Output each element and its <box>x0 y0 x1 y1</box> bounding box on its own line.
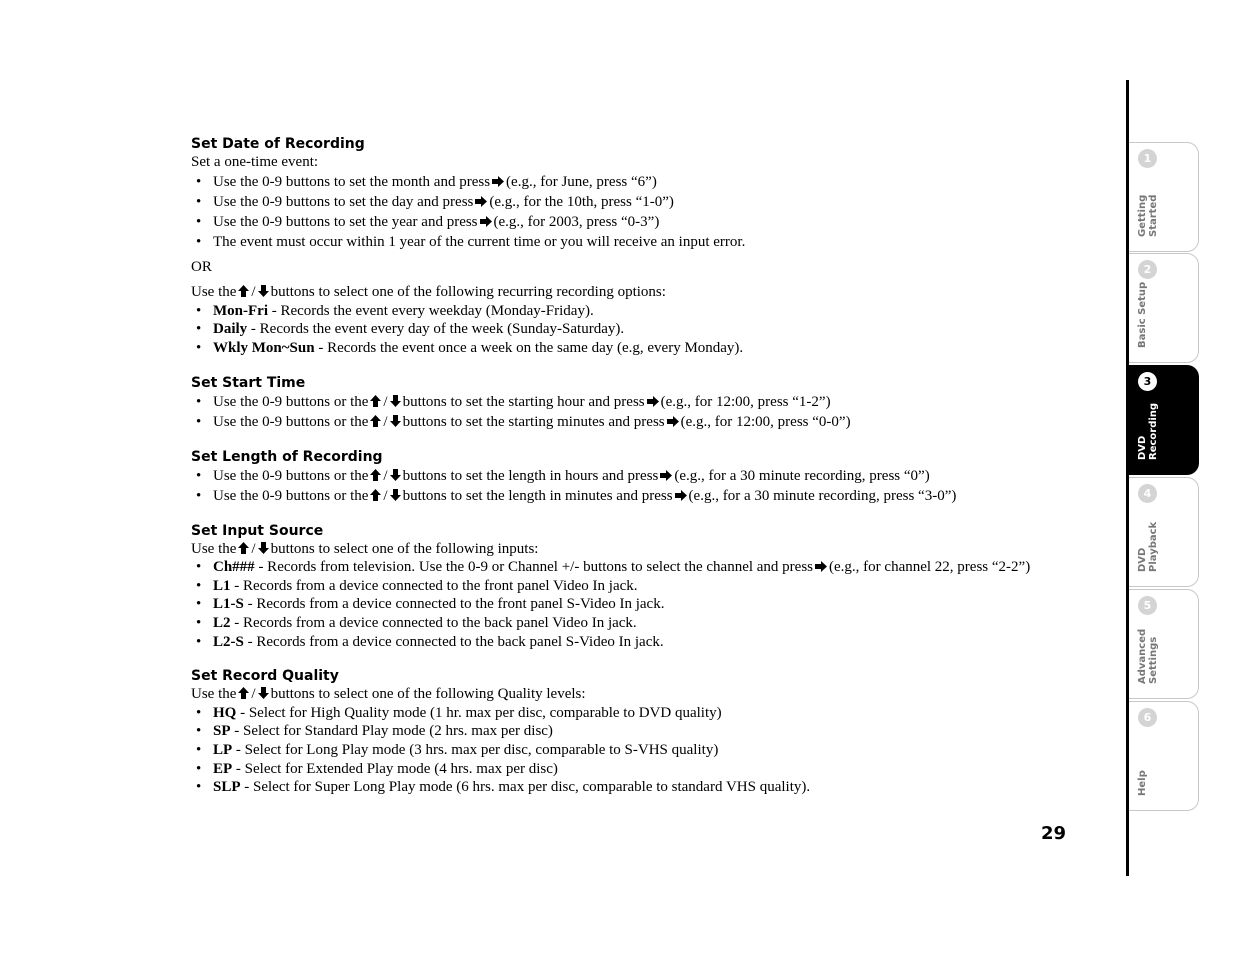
down-arrow-icon <box>258 687 269 699</box>
right-arrow-icon <box>815 561 827 572</box>
down-arrow-icon <box>390 469 401 481</box>
right-arrow-icon <box>475 196 487 207</box>
up-arrow-icon <box>370 415 381 427</box>
tab-help[interactable] <box>1129 701 1199 811</box>
tab-basic-setup[interactable] <box>1129 253 1199 363</box>
instruction-text: Use the / buttons to select one of the following recurring recording options: <box>191 284 666 301</box>
tab-dvd-playback[interactable] <box>1129 477 1199 587</box>
list-item: • LP - Select for Long Play mode (3 hrs. max per disc, comparable to S-VHS quality) <box>191 741 1091 760</box>
down-arrow-icon <box>258 285 269 297</box>
list-item: • Use the 0-9 buttons or the / buttons to set the length in hours and press (e.g., for a 30 minute recording, press “0”) <box>191 466 1091 486</box>
section-record-quality <box>191 667 1091 797</box>
right-arrow-icon <box>480 216 492 227</box>
up-arrow-icon <box>238 285 249 297</box>
list-item: • L2 - Records from a device connected to the back panel Video In jack. <box>191 614 1091 633</box>
tab-advanced-settings[interactable] <box>1129 589 1199 699</box>
intro-text: Set a one-time event: <box>191 154 319 170</box>
up-arrow-icon <box>370 489 381 501</box>
tab-label: Basic Setup <box>1137 281 1148 348</box>
list-item: • Ch### - Records from television. Use the 0-9 or Channel +/- buttons to select the channel and press (e.g., for channel 22, press “2-2”) <box>191 558 1091 577</box>
section-length <box>191 448 1091 506</box>
list-item: • The event must occur within 1 year of the current time or you will receive an input error. <box>191 232 1091 252</box>
section-start-time <box>191 374 1091 432</box>
down-arrow-icon <box>258 542 269 554</box>
page-content <box>191 135 1091 813</box>
list-item: • SP - Select for Standard Play mode (2 hrs. max per disc) <box>191 722 1091 741</box>
right-arrow-icon <box>492 176 504 187</box>
section-title: Set Start Time <box>191 374 306 391</box>
section-date <box>191 135 1091 358</box>
tab-number-badge: 4 <box>1138 484 1157 503</box>
list-item: • HQ - Select for High Quality mode (1 hr. max per disc, comparable to DVD quality) <box>191 704 1091 723</box>
list-item: • SLP - Select for Super Long Play mode (6 hrs. max per disc, comparable to standard VHS quality). <box>191 778 1091 797</box>
tab-getting-started[interactable] <box>1129 142 1199 252</box>
section-input-source <box>191 522 1091 652</box>
bullet-list <box>191 558 1091 651</box>
instruction-text: Use the / buttons to select one of the following Quality levels: <box>191 686 586 703</box>
section-title: Set Record Quality <box>191 668 339 685</box>
bullet-list <box>191 466 1091 506</box>
down-arrow-icon <box>390 415 401 427</box>
list-item: • Use the 0-9 buttons to set the year and press (e.g., for 2003, press “0-3”) <box>191 212 1091 232</box>
list-item: • L2-S - Records from a device connected to the back panel S-Video In jack. <box>191 633 1091 652</box>
right-arrow-icon <box>660 470 672 481</box>
down-arrow-icon <box>390 489 401 501</box>
list-item: • Use the 0-9 buttons or the / buttons to set the length in minutes and press (e.g., for a 30 minute recording, press “3-0”) <box>191 486 1091 506</box>
bullet-list <box>191 704 1091 797</box>
list-item: • Use the 0-9 buttons to set the month and press (e.g., for June, press “6”) <box>191 172 1091 192</box>
list-item: • Wkly Mon~Sun - Records the event once a week on the same day (e.g, every Monday). <box>191 339 1091 358</box>
list-item: • EP - Select for Extended Play mode (4 hrs. max per disc) <box>191 760 1091 779</box>
down-arrow-icon <box>390 395 401 407</box>
tab-label: Help <box>1137 770 1148 796</box>
tab-label: Getting Started <box>1137 194 1159 237</box>
list-item: • Use the 0-9 buttons to set the day and press (e.g., for the 10th, press “1-0”) <box>191 192 1091 212</box>
list-item: • Daily - Records the event every day of the week (Sunday-Saturday). <box>191 320 1091 339</box>
tab-number-badge: 2 <box>1138 260 1157 279</box>
list-item: • L1 - Records from a device connected to the front panel Video In jack. <box>191 577 1091 596</box>
tab-label: DVD Recording <box>1137 402 1159 460</box>
page-number: 29 <box>1041 823 1067 844</box>
section-title: Set Date of Recording <box>191 136 365 152</box>
list-item: • Use the 0-9 buttons or the / buttons to set the starting minutes and press (e.g., for 12:00, press “0-0”) <box>191 412 1091 432</box>
tab-number-badge: 1 <box>1138 149 1157 168</box>
section-title: Set Length of Recording <box>191 448 383 465</box>
tab-label: DVD Playback <box>1137 521 1159 572</box>
up-arrow-icon <box>238 687 249 699</box>
tab-dvd-recording[interactable] <box>1129 365 1199 475</box>
bullet-list <box>191 392 1091 432</box>
right-arrow-icon <box>667 416 679 427</box>
list-item: • Use the 0-9 buttons or the / buttons to set the starting hour and press (e.g., for 12:00, press “1-2”) <box>191 392 1091 412</box>
tab-number-badge: 6 <box>1138 708 1157 727</box>
list-item: • L1-S - Records from a device connected to the front panel S-Video In jack. <box>191 595 1091 614</box>
up-arrow-icon <box>370 469 381 481</box>
tab-label: Advanced Settings <box>1137 628 1159 684</box>
list-item: • Mon-Fri - Records the event every weekday (Monday-Friday). <box>191 302 1091 321</box>
right-arrow-icon <box>647 396 659 407</box>
instruction-text: Use the / buttons to select one of the following inputs: <box>191 540 539 557</box>
bullet-list <box>191 302 1091 358</box>
up-arrow-icon <box>370 395 381 407</box>
right-arrow-icon <box>675 490 687 501</box>
or-text: OR <box>191 258 212 275</box>
tab-number-badge: 3 <box>1138 372 1157 391</box>
up-arrow-icon <box>238 542 249 554</box>
tab-number-badge: 5 <box>1138 596 1157 615</box>
bullet-list <box>191 172 1091 252</box>
section-title: Set Input Source <box>191 522 324 539</box>
